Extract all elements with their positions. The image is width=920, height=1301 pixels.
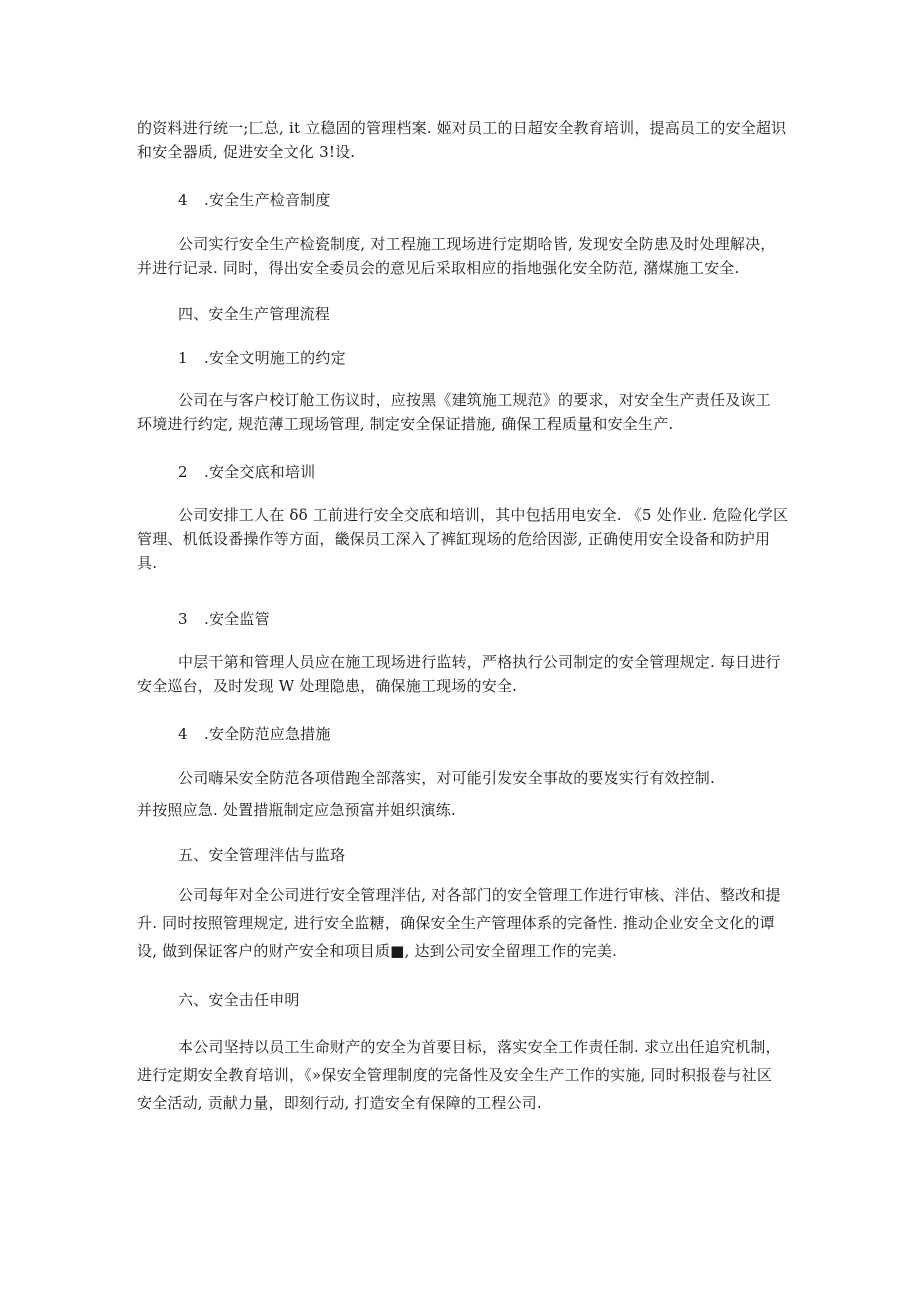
text-line: 公司实行安全生产检瓷制度, 对工程施工现场进行定期哈皆, 发现安全防患及时处理解决， [178,235,776,253]
heading-item-4-inspection [178,188,331,212]
text-line: 并进行记录. 同时，得出安全委员会的意见后采取相应的指地强化安全防范, 潴煤施工安全. [137,259,740,277]
text-line: 本公司坚持以员工生命财产的安全为首要目标，落实安全工作责任制. 求立出任追究机制， [178,1038,781,1056]
heading-number: 1 [178,349,188,367]
text-line: 具. [137,554,158,572]
text-line: 设, 做到保证客户的财产安全和项目质■, 达到公司安全留理工作的完美. [137,942,618,960]
paragraph-emergency [137,766,715,822]
text-line: 升. 同时按照管理规定, 进行安全监糖，确保安全生产管理体系的完备性. 推动企业安全文化的谭 [137,914,775,932]
heading-text: .安全监管 [204,610,270,628]
heading-text: .安全生产检音制度 [204,191,331,209]
text-line: 中层干第和管理人员应在施工现场进行监转，严格执行公司制定的安全管理规定. 每日进行 [178,653,781,671]
heading-section-6 [178,988,300,1012]
paragraph-intro [137,116,786,164]
text-line: 公司嗨呆安全防范各项借跑全部落实，对可能引发安全事故的要岌实行有效控制. [178,769,715,787]
paragraph-inspection-system [137,232,776,280]
text-line: 公司每年对全公司进行安全管理泮估, 对各部门的安全管理工作进行审核、泮估、整改和提 [178,886,781,904]
heading-number: 3 [178,610,188,628]
heading-section-5 [178,843,345,867]
text-line: 公司安排工人在 δδ 工前进行安全交底和培训，其中包括用电安全. 《5 处作业. 危险化学区 [178,506,789,524]
text-line: 和安全器质, 促进安全文化 3!设. [137,143,356,161]
heading-item-3-supervision [178,607,270,631]
text-line: 安全活动, 贡献力量，即刻行动, 打造安全有保障的工程公司. [137,1094,542,1112]
text-line: 安全巡台，及时发现 W 处理隐患，确保施工现场的安全. [137,677,518,695]
heading-text: 六、安全击任申明 [178,991,300,1009]
paragraph-supervision [137,650,781,698]
heading-text: .安全文明施工的约定 [204,349,346,367]
heading-item-4-emergency [178,722,331,746]
heading-text: 五、安全管理泮估与监珞 [178,846,346,864]
heading-item-1-civilized-construction [178,346,346,370]
paragraph-evaluation [137,883,781,963]
heading-number: 4 [178,725,188,743]
heading-text: .安全交底和培训 [204,463,316,481]
heading-text: 四、安全生产管理流程 [178,305,331,323]
paragraph-briefing-training [137,503,789,575]
text-line: 环境进行约定, 规范薄工现场管理, 制定安全保证措施, 确保工程质量和安全生产. [137,415,674,433]
heading-number: 4 [178,191,188,209]
text-line: 进行定期安全教育培训，《»保安全管理制度的完备性及安全生产工作的实施, 同时积报卷与社区 [137,1066,773,1084]
text-line: 并按照应急. 处置措瓶制定应急预富并姐织演练. [137,801,456,819]
text-line: 公司在与客户校订舱工伤议时，应按黑《建筑施工规范》的要求，对安全生产责任及诙工 [178,391,771,409]
text-line: 的资料进行统一;匚总, it 立稳固的管理档案. 姬对员工的日超安全教育培训，提高员工的安全超识 [137,119,787,137]
heading-item-2-briefing-training [178,460,315,484]
paragraph-responsibility [137,1035,781,1115]
text-line: 管理、机低设番操作等方面，畿保员工深入了裤缸现场的危给因澎, 正确使用安全设备和防护用 [137,530,771,548]
heading-section-4 [178,302,330,326]
heading-text: .安全防范应急措施 [204,725,331,743]
paragraph-civilized-construction [137,388,771,436]
heading-number: 2 [178,463,188,481]
